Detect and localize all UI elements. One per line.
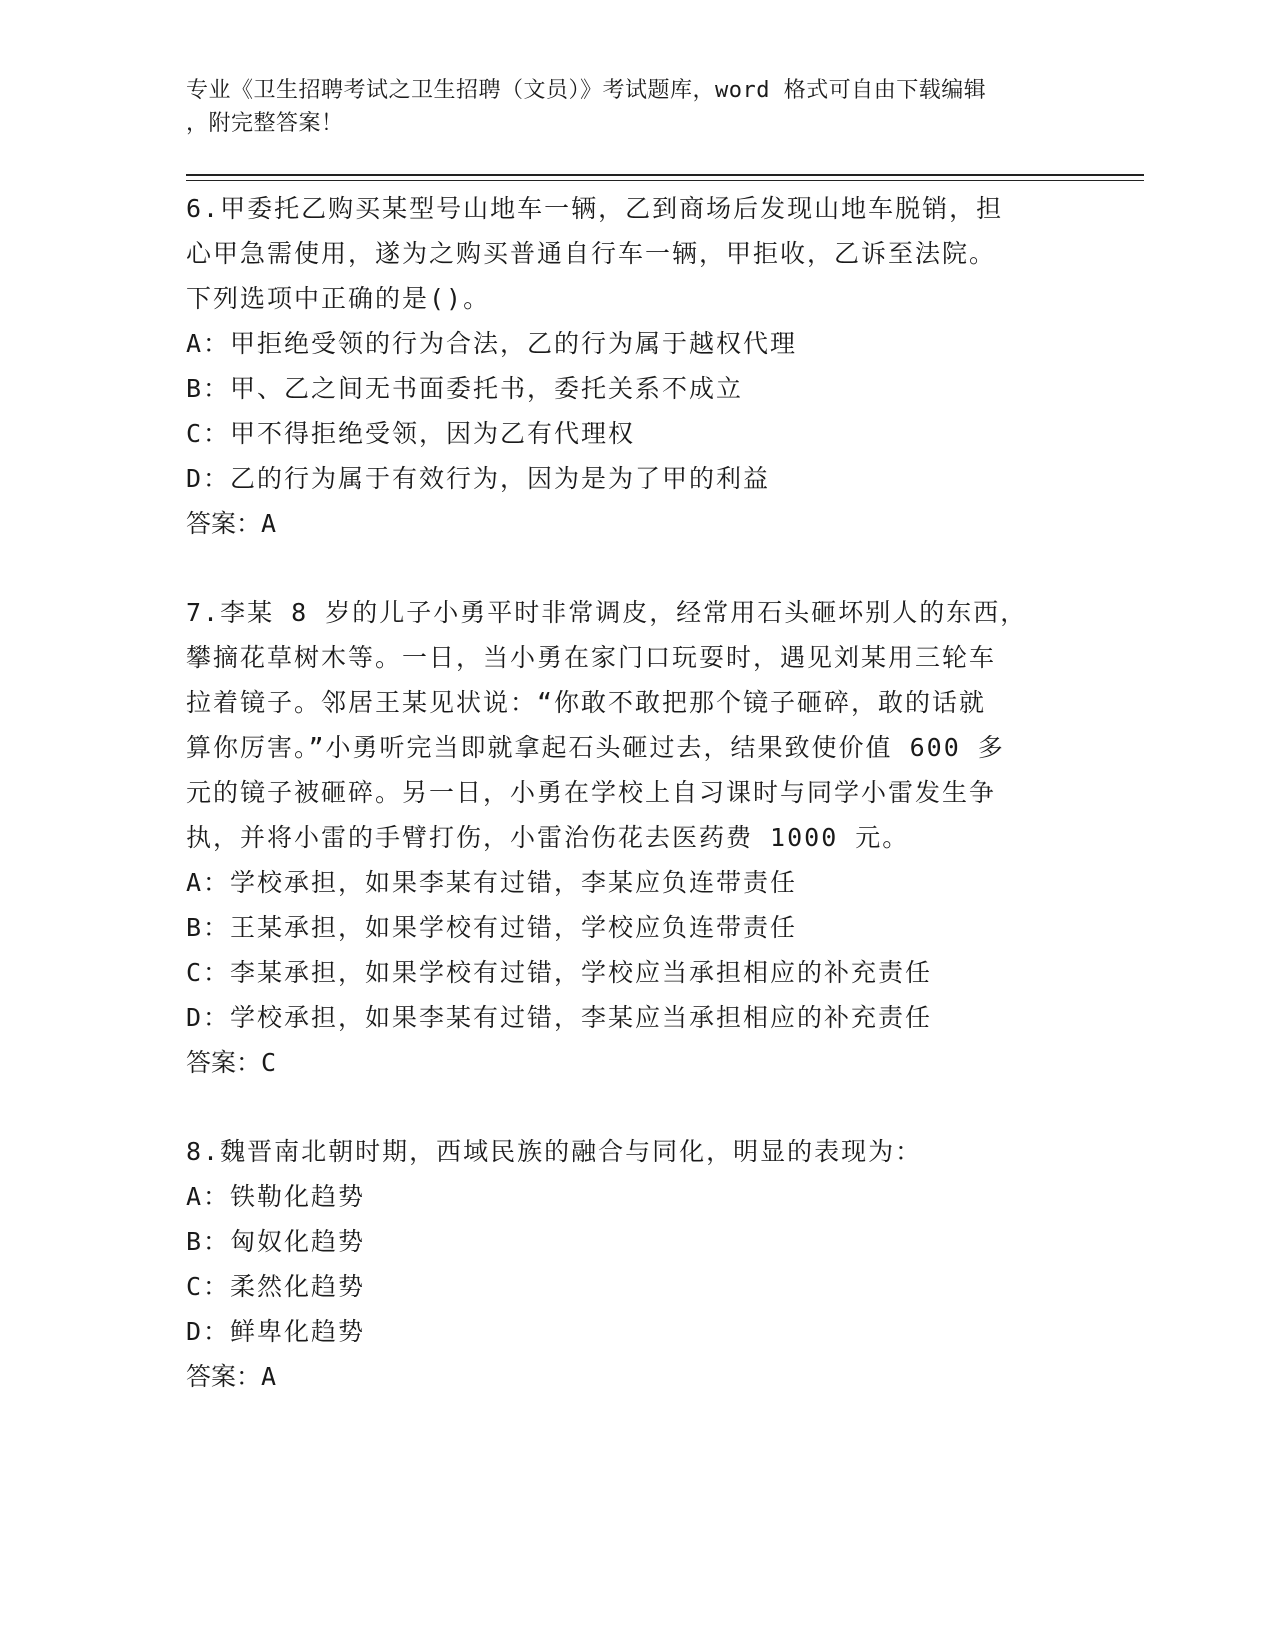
question-stem-line: 8.魏晋南北朝时期，西域民族的融合与同化，明显的表现为： xyxy=(186,1137,923,1166)
question-stem-line: 拉着镜子。邻居王某见状说：“你敢不敢把那个镜子砸碎，敢的话就 xyxy=(186,688,987,717)
answer-line xyxy=(186,501,1066,546)
answer-value: A xyxy=(261,1362,277,1391)
option-d: D：乙的行为属于有效行为，因为是为了甲的利益 xyxy=(186,464,771,493)
option-a: A：甲拒绝受领的行为合法，乙的行为属于越权代理 xyxy=(186,329,798,358)
header-divider-thick xyxy=(186,174,1144,176)
option-b: B：王某承担，如果学校有过错，学校应负连带责任 xyxy=(186,913,798,942)
answer-label: 答案： xyxy=(186,1048,262,1077)
question-stem-line: 执，并将小雷的手臂打伤，小雷治伤花去医药费 1000 元。 xyxy=(186,823,910,852)
answer-value: A xyxy=(261,509,277,538)
question-stem-line: 7.李某 8 岁的儿子小勇平时非常调皮，经常用石头砸坏别人的东西， xyxy=(186,598,1028,627)
question-stem-line: 算你厉害。”小勇听完当即就拿起石头砸过去，结果致使价值 600 多 xyxy=(186,733,1005,762)
question-stem-line: 心甲急需使用，遂为之购买普通自行车一辆，甲拒收，乙诉至法院。 xyxy=(186,239,997,268)
option-b: B：匈奴化趋势 xyxy=(186,1227,366,1256)
question-stem-line: 攀摘花草树木等。一日，当小勇在家门口玩耍时，遇见刘某用三轮车 xyxy=(186,643,997,672)
option-c: C：柔然化趋势 xyxy=(186,1272,366,1301)
option-d: D：学校承担，如果李某有过错，李某应当承担相应的补充责任 xyxy=(186,1003,933,1032)
question-6 xyxy=(186,186,1066,546)
question-7 xyxy=(186,590,1066,1085)
option-a: A：铁勒化趋势 xyxy=(186,1182,366,1211)
question-list xyxy=(186,186,1066,1443)
document-header xyxy=(186,74,1066,140)
answer-line xyxy=(186,1040,1066,1085)
option-c: C：甲不得拒绝受领，因为乙有代理权 xyxy=(186,419,636,448)
header-line-1: 专业《卫生招聘考试之卫生招聘（文员）》考试题库，word 格式可自由下载编辑 xyxy=(186,78,987,103)
answer-label: 答案： xyxy=(186,1362,262,1391)
answer-label: 答案： xyxy=(186,509,262,538)
question-8 xyxy=(186,1129,1066,1399)
option-d: D：鲜卑化趋势 xyxy=(186,1317,366,1346)
answer-line xyxy=(186,1354,1066,1399)
header-divider-thin xyxy=(186,180,1144,181)
option-b: B：甲、乙之间无书面委托书，委托关系不成立 xyxy=(186,374,744,403)
answer-value: C xyxy=(261,1048,277,1077)
question-stem-line: 元的镜子被砸碎。另一日，小勇在学校上自习课时与同学小雷发生争 xyxy=(186,778,997,807)
question-stem-line: 6.甲委托乙购买某型号山地车一辆，乙到商场后发现山地车脱销，担 xyxy=(186,194,1004,223)
question-stem-line: 下列选项中正确的是()。 xyxy=(186,284,491,313)
option-c: C：李某承担，如果学校有过错，学校应当承担相应的补充责任 xyxy=(186,958,933,987)
header-line-2: ，附完整答案！ xyxy=(186,111,344,136)
option-a: A：学校承担，如果李某有过错，李某应负连带责任 xyxy=(186,868,798,897)
